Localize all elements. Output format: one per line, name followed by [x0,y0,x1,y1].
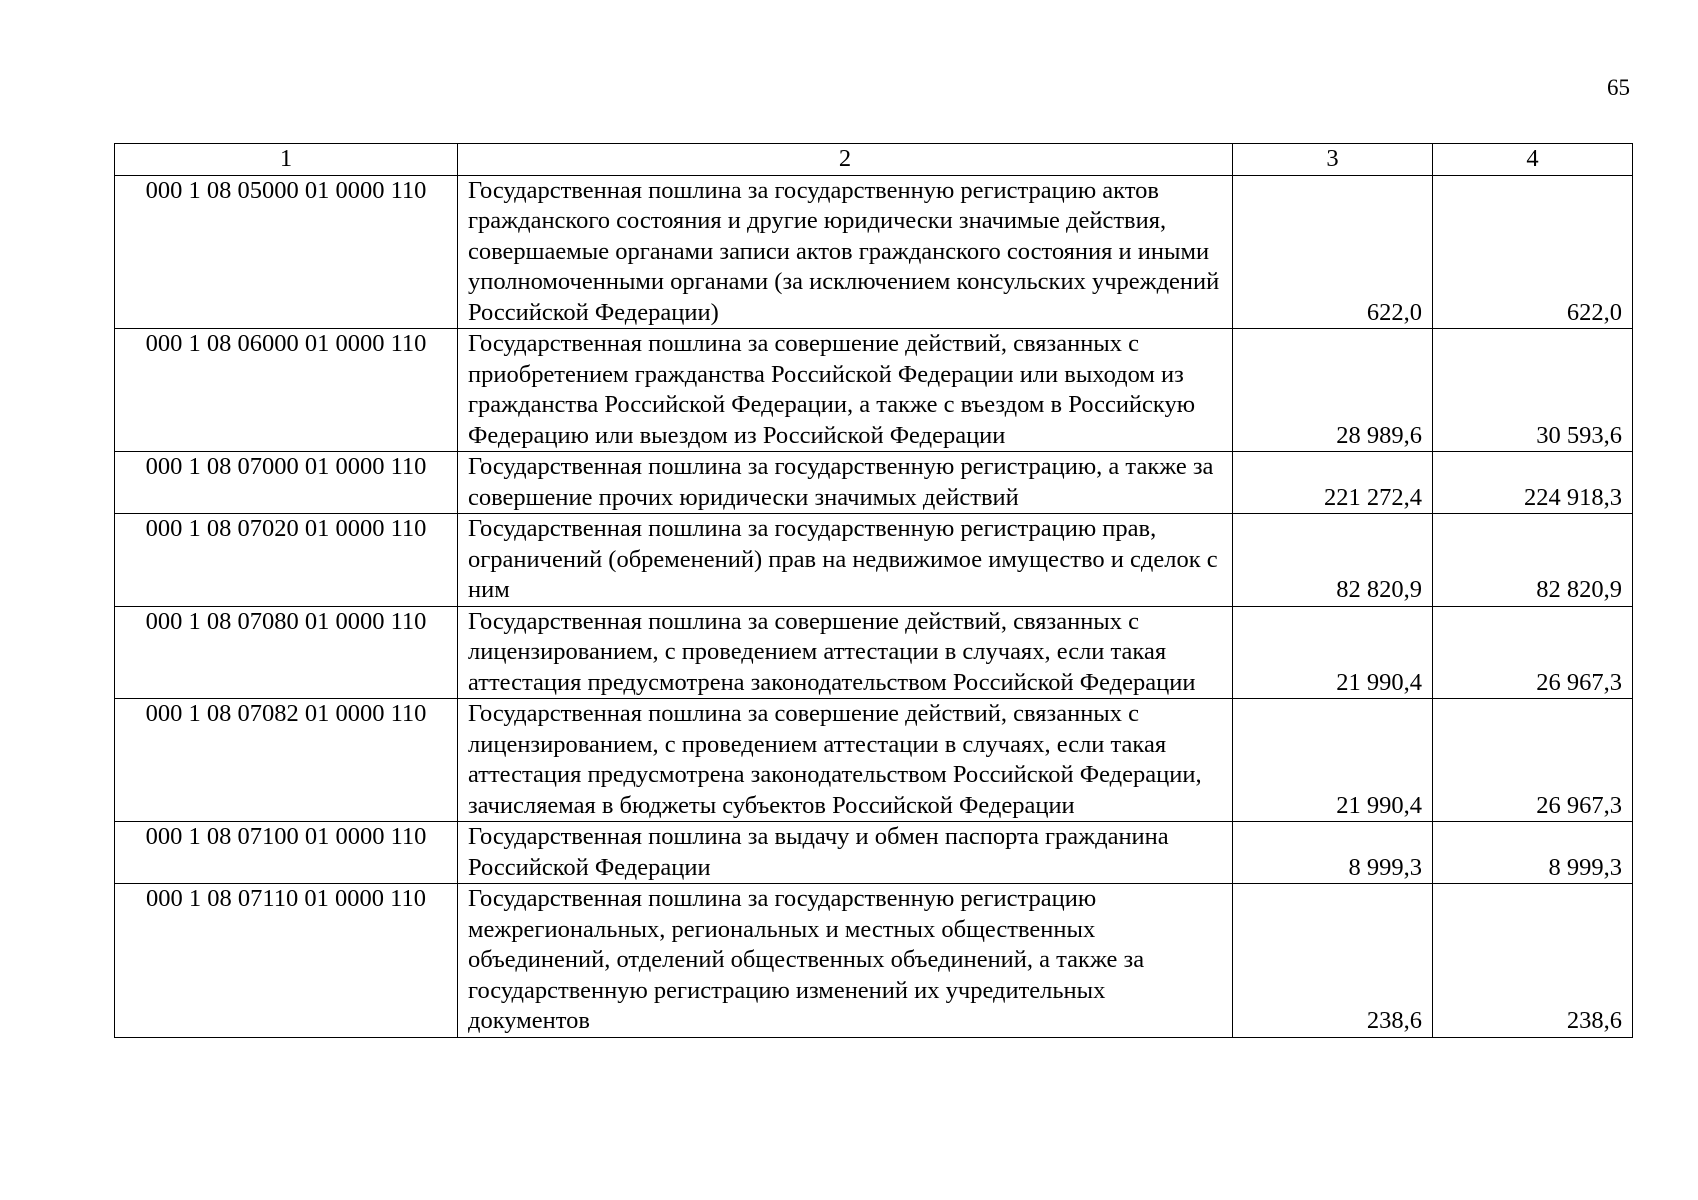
amount-column-3: 21 990,4 [1233,699,1433,822]
revenue-description: Государственная пошлина за совершение действий, связанных с лицензированием, с проведением аттестации в случаях, если такая аттестация предусмотрена законодательством Российской Федерации [458,606,1233,699]
table-row [115,822,1633,884]
revenue-description: Государственная пошлина за государственную регистрацию межрегиональных, региональных и местных общественных объединений, отделений общественных объединений, а также за государственную регистрацию изменений их учредительных документов [458,884,1233,1038]
amount-column-4: 622,0 [1433,175,1633,329]
amount-column-3: 8 999,3 [1233,822,1433,884]
revenue-description: Государственная пошлина за государственную регистрацию актов гражданского состояния и другие юридически значимые действия, совершаемые органами записи актов гражданского состояния и иными уполномоченными органами (за исключением консульских учреждений Российской Федерации) [458,175,1233,329]
table-row [115,699,1633,822]
amount-column-4: 82 820,9 [1433,514,1633,607]
classification-code: 000 1 08 07020 01 0000 110 [115,514,458,607]
classification-code: 000 1 08 07000 01 0000 110 [115,452,458,514]
amount-column-4: 224 918,3 [1433,452,1633,514]
classification-code: 000 1 08 07110 01 0000 110 [115,884,458,1038]
budget-table [114,143,1633,1038]
amount-column-4: 26 967,3 [1433,606,1633,699]
table-row [115,175,1633,329]
amount-column-3: 21 990,4 [1233,606,1433,699]
amount-column-3: 238,6 [1233,884,1433,1038]
table-header-row [115,144,1633,176]
classification-code: 000 1 08 05000 01 0000 110 [115,175,458,329]
table-row [115,514,1633,607]
classification-code: 000 1 08 06000 01 0000 110 [115,329,458,452]
column-number-1: 1 [115,144,458,176]
amount-column-4: 26 967,3 [1433,699,1633,822]
classification-code: 000 1 08 07100 01 0000 110 [115,822,458,884]
amount-column-3: 221 272,4 [1233,452,1433,514]
revenue-description: Государственная пошлина за государственную регистрацию, а также за совершение прочих юридически значимых действий [458,452,1233,514]
amount-column-4: 30 593,6 [1433,329,1633,452]
column-number-4: 4 [1433,144,1633,176]
table-row [115,884,1633,1038]
classification-code: 000 1 08 07080 01 0000 110 [115,606,458,699]
amount-column-3: 622,0 [1233,175,1433,329]
table-row [115,606,1633,699]
column-number-3: 3 [1233,144,1433,176]
amount-column-4: 8 999,3 [1433,822,1633,884]
page-number: 65 [1607,75,1630,100]
amount-column-4: 238,6 [1433,884,1633,1038]
amount-column-3: 82 820,9 [1233,514,1433,607]
revenue-description: Государственная пошлина за совершение действий, связанных с лицензированием, с проведением аттестации в случаях, если такая аттестация предусмотрена законодательством Российской Федерации, зачисляемая в бюджеты субъектов Российской Федерации [458,699,1233,822]
table-row [115,452,1633,514]
revenue-description: Государственная пошлина за государственную регистрацию прав, ограничений (обременений) прав на недвижимое имущество и сделок с ним [458,514,1233,607]
table-row [115,329,1633,452]
column-number-2: 2 [458,144,1233,176]
classification-code: 000 1 08 07082 01 0000 110 [115,699,458,822]
revenue-description: Государственная пошлина за выдачу и обмен паспорта гражданина Российской Федерации [458,822,1233,884]
amount-column-3: 28 989,6 [1233,329,1433,452]
revenue-description: Государственная пошлина за совершение действий, связанных с приобретением гражданства Российской Федерации или выходом из гражданства Российской Федерации, а также с въездом в Российскую Федерацию или выездом из Российской Федерации [458,329,1233,452]
